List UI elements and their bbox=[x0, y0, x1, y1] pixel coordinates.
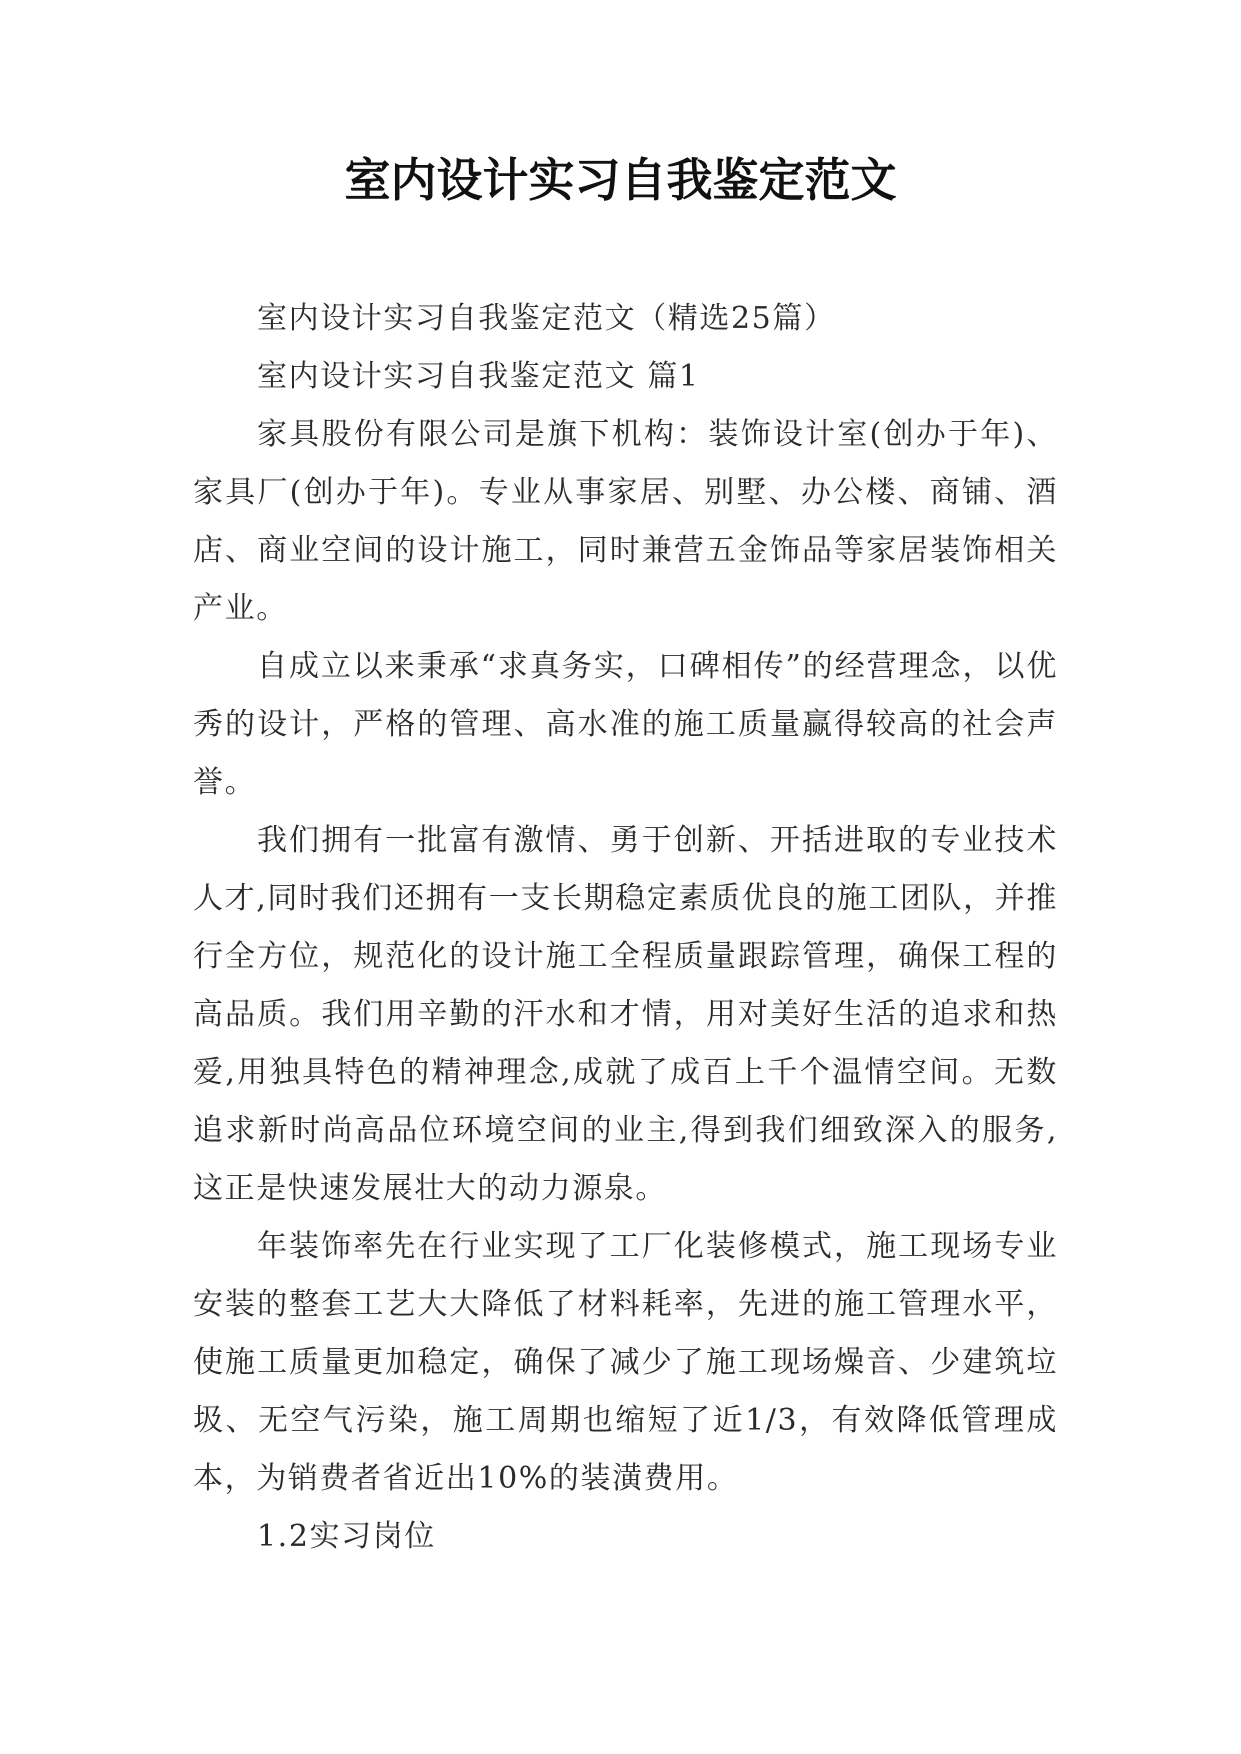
paragraph: 家具股份有限公司是旗下机构：装饰设计室(创办于年)、家具厂(创办于年)。专业从事家居、别墅、办公楼、商铺、酒店、商业空间的设计施工，同时兼营五金饰品等家居装饰相关产业。 bbox=[193, 417, 1058, 626]
section-heading: 室内设计实习自我鉴定范文 篇1 bbox=[257, 359, 700, 394]
paragraph: 自成立以来秉承“求真务实，口碑相传”的经营理念，以优秀的设计，严格的管理、高水准的施工质量赢得较高的社会声誉。 bbox=[193, 649, 1058, 800]
subtitle-line: 室内设计实习自我鉴定范文（精选25篇） bbox=[257, 301, 836, 336]
section-heading: 1.2实习岗位 bbox=[257, 1519, 436, 1554]
paragraph: 年装饰率先在行业实现了工厂化装修模式，施工现场专业安装的整套工艺大大降低了材料耗率，先进的施工管理水平，使施工质量更加稳定，确保了减少了施工现场燥音、少建筑垃圾、无空气污染，施工周期也缩短了近1/3，有效降低管理成本，为销费者省近出10%的装潢费用。 bbox=[193, 1229, 1058, 1496]
paragraph: 我们拥有一批富有激情、勇于创新、开括进取的专业技术人才,同时我们还拥有一支长期稳定素质优良的施工团队，并推行全方位，规范化的设计施工全程质量跟踪管理，确保工程的高品质。我们用辛勤的汗水和才情，用对美好生活的追求和热爱,用独具特色的精神理念,成就了成百上千个温情空间。无数追求新时尚高品位环境空间的业主,得到我们细致深入的服务,这正是快速发展壮大的动力源泉。 bbox=[193, 823, 1058, 1206]
document-title: 室内设计实习自我鉴定范文 bbox=[344, 153, 897, 207]
document-body bbox=[193, 290, 1058, 1566]
